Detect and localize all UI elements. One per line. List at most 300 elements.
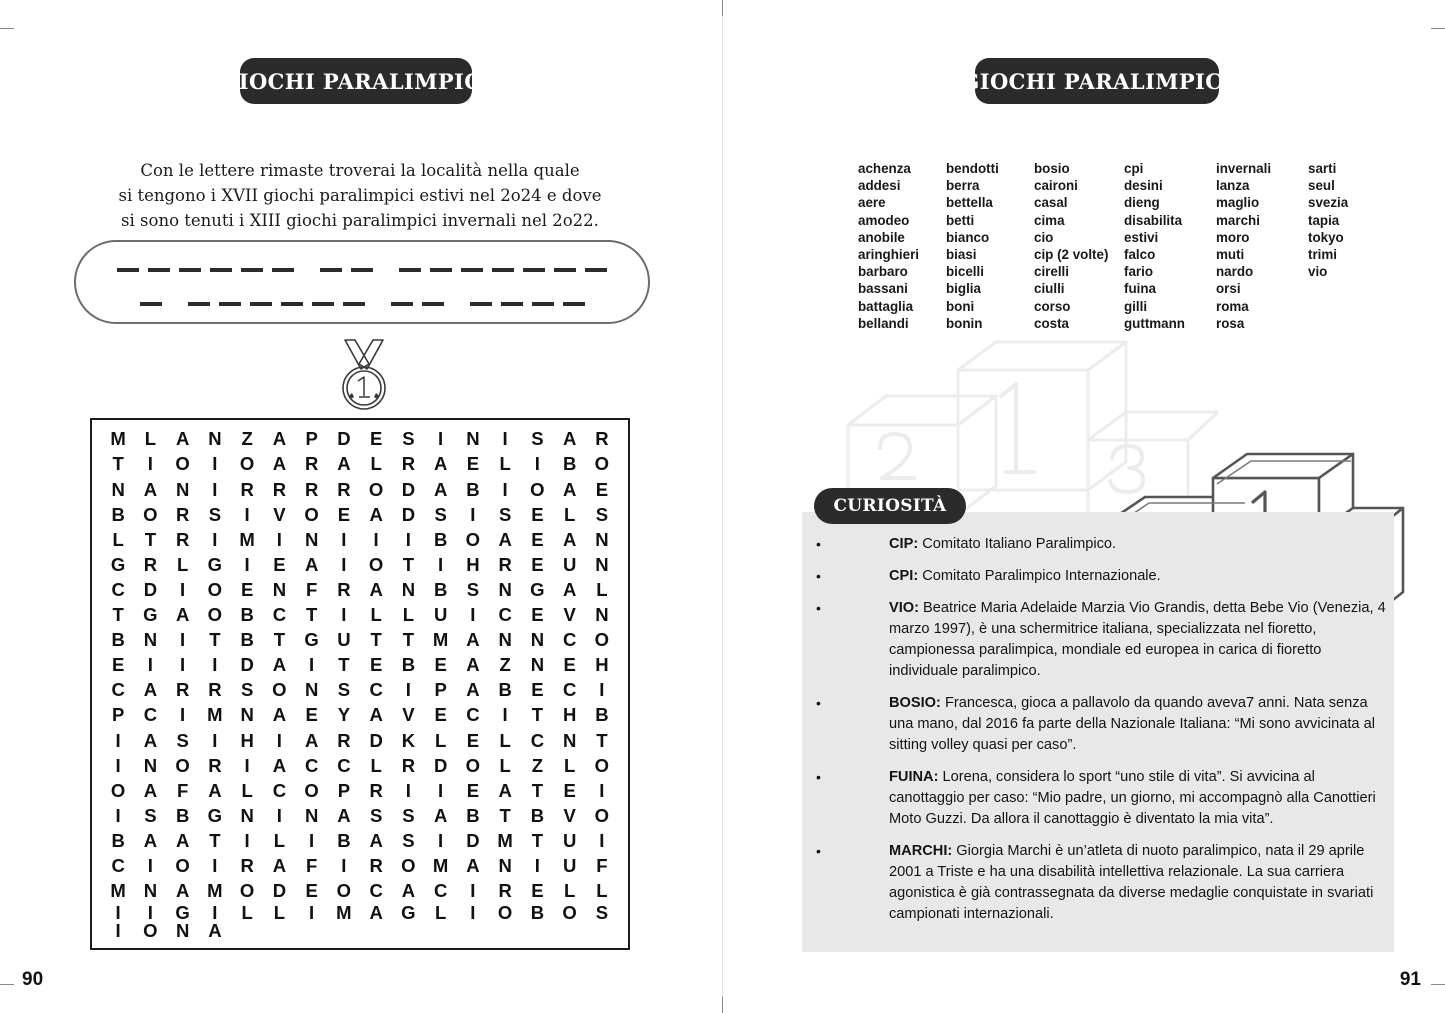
grid-cell[interactable]: S: [402, 829, 415, 851]
grid-cell[interactable]: N: [304, 528, 319, 550]
grid-cell[interactable]: R: [240, 478, 254, 500]
grid-cell[interactable]: I: [502, 478, 508, 500]
grid-cell[interactable]: I: [147, 901, 153, 923]
grid-cell[interactable]: I: [180, 629, 186, 651]
grid-cell[interactable]: I: [115, 920, 121, 942]
grid-cell[interactable]: S: [240, 679, 254, 701]
grid-cell[interactable]: I: [438, 779, 444, 801]
grid-cell[interactable]: L: [112, 528, 124, 550]
grid-cell[interactable]: L: [370, 453, 382, 475]
grid-cell[interactable]: O: [594, 629, 610, 651]
grid-cell[interactable]: T: [209, 629, 221, 651]
grid-cell[interactable]: R: [272, 478, 287, 500]
grid-cell[interactable]: B: [466, 478, 480, 500]
grid-cell[interactable]: O: [336, 880, 352, 902]
grid-cell[interactable]: L: [241, 901, 253, 923]
word-list-item[interactable]: bassani: [858, 281, 908, 297]
word-list-item[interactable]: estivi: [1124, 229, 1159, 245]
word-list-item[interactable]: orsi: [1216, 281, 1241, 297]
grid-cell[interactable]: I: [341, 553, 347, 575]
grid-cell[interactable]: D: [401, 503, 416, 525]
grid-cell[interactable]: I: [405, 779, 411, 801]
grid-cell[interactable]: H: [240, 729, 254, 751]
grid-cell[interactable]: T: [596, 729, 608, 751]
grid-cell[interactable]: S: [595, 901, 609, 923]
grid-cell[interactable]: C: [304, 754, 319, 776]
grid-cell[interactable]: A: [175, 604, 190, 626]
word-list-item[interactable]: addesi: [858, 178, 901, 194]
grid-cell[interactable]: A: [143, 779, 158, 801]
grid-cell[interactable]: I: [180, 578, 186, 600]
grid-cell[interactable]: A: [369, 578, 383, 600]
grid-cell[interactable]: H: [562, 704, 577, 726]
grid-cell[interactable]: D: [143, 578, 158, 600]
grid-cell[interactable]: T: [531, 704, 544, 726]
grid-cell[interactable]: L: [176, 553, 189, 575]
grid-cell[interactable]: S: [434, 503, 447, 525]
grid-cell[interactable]: L: [402, 604, 415, 626]
grid-cell[interactable]: B: [111, 629, 125, 651]
grid-cell[interactable]: N: [595, 528, 609, 550]
word-list-item[interactable]: bendotti: [946, 161, 999, 176]
grid-cell[interactable]: T: [499, 804, 511, 826]
grid-cell[interactable]: O: [562, 901, 577, 923]
grid-cell[interactable]: N: [401, 578, 416, 600]
word-list-item[interactable]: bosio: [1034, 161, 1070, 176]
word-list-item[interactable]: bicelli: [946, 264, 984, 280]
grid-cell[interactable]: N: [240, 804, 254, 826]
grid-cell[interactable]: N: [208, 428, 222, 450]
grid-cell[interactable]: A: [433, 478, 448, 500]
grid-cell[interactable]: R: [337, 729, 351, 751]
grid-cell[interactable]: D: [401, 478, 416, 500]
grid-cell[interactable]: L: [563, 503, 576, 525]
grid-cell[interactable]: L: [241, 779, 253, 801]
grid-cell[interactable]: A: [272, 855, 287, 877]
grid-cell[interactable]: I: [276, 804, 282, 826]
grid-cell[interactable]: S: [402, 804, 415, 826]
grid-cell[interactable]: B: [562, 453, 577, 475]
grid-cell[interactable]: S: [337, 679, 351, 701]
grid-cell[interactable]: R: [401, 453, 416, 475]
word-list-item[interactable]: caironi: [1034, 178, 1078, 194]
grid-cell[interactable]: B: [530, 901, 545, 923]
grid-cell[interactable]: S: [531, 428, 544, 450]
grid-cell[interactable]: N: [175, 920, 190, 942]
grid-cell[interactable]: I: [212, 901, 218, 923]
grid-cell[interactable]: E: [531, 880, 544, 902]
grid-cell[interactable]: I: [212, 453, 218, 475]
grid-cell[interactable]: A: [208, 920, 222, 942]
grid-cell[interactable]: C: [498, 604, 512, 626]
grid-cell[interactable]: G: [143, 604, 158, 626]
grid-cell[interactable]: I: [438, 553, 444, 575]
word-list-item[interactable]: roma: [1216, 298, 1249, 314]
grid-cell[interactable]: C: [111, 578, 125, 600]
grid-cell[interactable]: U: [433, 604, 448, 626]
grid-cell[interactable]: A: [369, 503, 383, 525]
grid-cell[interactable]: N: [304, 804, 319, 826]
answer-input-pill[interactable]: [74, 240, 650, 324]
grid-cell[interactable]: O: [143, 503, 158, 525]
grid-cell[interactable]: R: [175, 528, 190, 550]
grid-cell[interactable]: N: [595, 553, 609, 575]
word-list-item[interactable]: gilli: [1124, 298, 1148, 314]
grid-cell[interactable]: C: [562, 629, 577, 651]
grid-cell[interactable]: T: [531, 829, 544, 851]
grid-cell[interactable]: R: [369, 855, 383, 877]
word-list-item[interactable]: amodeo: [858, 212, 910, 228]
grid-cell[interactable]: I: [534, 453, 540, 475]
word-list-item[interactable]: aringhieri: [858, 247, 920, 263]
grid-cell[interactable]: S: [498, 503, 512, 525]
grid-cell[interactable]: M: [110, 428, 126, 450]
grid-cell[interactable]: G: [110, 553, 126, 575]
grid-cell[interactable]: E: [563, 654, 576, 676]
grid-cell[interactable]: O: [175, 453, 190, 475]
grid-cell[interactable]: D: [240, 654, 254, 676]
grid-cell[interactable]: S: [176, 729, 189, 751]
word-list-item[interactable]: seul: [1308, 178, 1335, 194]
grid-cell[interactable]: I: [115, 901, 121, 923]
grid-cell[interactable]: D: [337, 428, 351, 450]
word-list-item[interactable]: anobile: [858, 229, 905, 245]
grid-cell[interactable]: I: [147, 654, 153, 676]
grid-cell[interactable]: N: [111, 478, 125, 500]
grid-cell[interactable]: O: [175, 855, 190, 877]
grid-cell[interactable]: I: [341, 604, 347, 626]
grid-cell[interactable]: F: [596, 855, 608, 877]
grid-cell[interactable]: L: [273, 829, 286, 851]
word-list-item[interactable]: bettella: [946, 195, 993, 211]
grid-cell[interactable]: C: [272, 779, 287, 801]
word-list-item[interactable]: dieng: [1124, 195, 1160, 211]
grid-cell[interactable]: A: [369, 704, 383, 726]
word-list-item[interactable]: nardo: [1216, 264, 1254, 280]
grid-cell[interactable]: M: [336, 901, 352, 923]
grid-cell[interactable]: A: [401, 880, 416, 902]
grid-cell[interactable]: B: [240, 629, 254, 651]
grid-cell[interactable]: F: [176, 779, 189, 801]
grid-cell[interactable]: N: [498, 578, 512, 600]
grid-cell[interactable]: T: [370, 629, 382, 651]
grid-cell[interactable]: E: [434, 704, 447, 726]
grid-cell[interactable]: N: [498, 629, 512, 651]
word-list-item[interactable]: ciulli: [1034, 281, 1065, 297]
grid-cell[interactable]: G: [175, 901, 190, 923]
grid-cell[interactable]: I: [180, 654, 186, 676]
grid-cell[interactable]: O: [594, 754, 610, 776]
word-list-item[interactable]: guttmann: [1124, 315, 1185, 331]
word-list-item[interactable]: sarti: [1308, 161, 1337, 176]
grid-cell[interactable]: N: [595, 604, 609, 626]
grid-cell[interactable]: E: [434, 654, 447, 676]
grid-cell[interactable]: I: [470, 880, 476, 902]
grid-cell[interactable]: A: [498, 779, 512, 801]
word-list-item[interactable]: falco: [1124, 247, 1156, 263]
grid-cell[interactable]: I: [502, 704, 508, 726]
grid-cell[interactable]: L: [370, 754, 382, 776]
grid-cell[interactable]: N: [175, 478, 190, 500]
word-list-item[interactable]: tapia: [1308, 212, 1340, 228]
grid-cell[interactable]: G: [530, 578, 545, 600]
grid-cell[interactable]: M: [110, 880, 126, 902]
grid-cell[interactable]: A: [466, 654, 480, 676]
grid-cell[interactable]: M: [432, 629, 449, 651]
word-list-item[interactable]: desini: [1124, 178, 1163, 194]
grid-cell[interactable]: C: [433, 880, 448, 902]
word-list-item[interactable]: disabilita: [1124, 212, 1183, 228]
grid-cell[interactable]: I: [244, 754, 250, 776]
grid-cell[interactable]: A: [143, 729, 158, 751]
word-search-grid[interactable]: [90, 418, 630, 950]
grid-cell[interactable]: A: [562, 528, 577, 550]
grid-cell[interactable]: I: [115, 729, 121, 751]
grid-cell[interactable]: V: [402, 704, 415, 726]
grid-cell[interactable]: O: [401, 855, 416, 877]
grid-cell[interactable]: P: [305, 428, 318, 450]
grid-cell[interactable]: I: [115, 804, 121, 826]
grid-cell[interactable]: N: [143, 754, 158, 776]
grid-cell[interactable]: O: [239, 880, 255, 902]
grid-cell[interactable]: T: [402, 553, 415, 575]
grid-cell[interactable]: O: [530, 478, 545, 500]
grid-cell[interactable]: R: [175, 503, 190, 525]
grid-cell[interactable]: O: [207, 578, 223, 600]
word-list-item[interactable]: fuina: [1124, 281, 1156, 297]
grid-cell[interactable]: T: [402, 629, 415, 651]
grid-cell[interactable]: B: [530, 804, 545, 826]
word-list-item[interactable]: tokyo: [1308, 229, 1344, 245]
grid-cell[interactable]: B: [111, 503, 125, 525]
grid-cell[interactable]: G: [401, 901, 416, 923]
grid-cell[interactable]: B: [466, 804, 480, 826]
grid-cell[interactable]: I: [180, 704, 186, 726]
word-list-item[interactable]: muti: [1216, 247, 1245, 263]
grid-cell[interactable]: I: [599, 679, 605, 701]
grid-cell[interactable]: E: [531, 679, 544, 701]
grid-cell[interactable]: L: [563, 880, 576, 902]
grid-cell[interactable]: I: [276, 729, 282, 751]
grid-cell[interactable]: B: [433, 578, 448, 600]
grid-cell[interactable]: H: [595, 654, 609, 676]
grid-cell[interactable]: I: [244, 829, 250, 851]
grid-cell[interactable]: N: [240, 704, 254, 726]
word-list-item[interactable]: costa: [1034, 315, 1069, 331]
grid-cell[interactable]: D: [272, 880, 287, 902]
grid-cell[interactable]: T: [305, 604, 318, 626]
word-list-item[interactable]: cima: [1034, 212, 1065, 228]
grid-cell[interactable]: O: [175, 754, 190, 776]
grid-cell[interactable]: E: [531, 553, 544, 575]
grid-cell[interactable]: I: [438, 428, 444, 450]
grid-cell[interactable]: N: [498, 855, 512, 877]
grid-cell[interactable]: U: [562, 855, 577, 877]
grid-cell[interactable]: E: [305, 880, 318, 902]
grid-cell[interactable]: I: [212, 528, 218, 550]
grid-cell[interactable]: I: [405, 679, 411, 701]
grid-cell[interactable]: D: [433, 754, 448, 776]
grid-cell[interactable]: R: [595, 428, 609, 450]
word-list-item[interactable]: maglio: [1216, 195, 1260, 211]
grid-cell[interactable]: O: [594, 804, 610, 826]
grid-cell[interactable]: I: [309, 829, 315, 851]
grid-cell[interactable]: C: [111, 679, 125, 701]
grid-cell[interactable]: M: [432, 855, 449, 877]
grid-cell[interactable]: B: [401, 654, 416, 676]
grid-cell[interactable]: I: [212, 654, 218, 676]
grid-cell[interactable]: I: [147, 855, 153, 877]
grid-cell[interactable]: N: [143, 880, 158, 902]
grid-cell[interactable]: L: [434, 729, 447, 751]
grid-cell[interactable]: C: [530, 729, 545, 751]
grid-cell[interactable]: C: [272, 604, 287, 626]
grid-cell[interactable]: R: [143, 553, 158, 575]
grid-cell[interactable]: C: [562, 679, 577, 701]
grid-cell[interactable]: R: [240, 855, 254, 877]
grid-cell[interactable]: A: [175, 829, 190, 851]
grid-cell[interactable]: N: [272, 578, 287, 600]
grid-cell[interactable]: R: [369, 779, 383, 801]
grid-cell[interactable]: E: [563, 779, 576, 801]
grid-cell[interactable]: A: [369, 829, 383, 851]
grid-cell[interactable]: R: [304, 478, 319, 500]
grid-cell[interactable]: I: [341, 528, 347, 550]
grid-cell[interactable]: B: [595, 704, 609, 726]
word-list-item[interactable]: bonin: [946, 315, 983, 331]
grid-cell[interactable]: M: [497, 829, 513, 851]
grid-cell[interactable]: E: [466, 779, 480, 801]
grid-cell[interactable]: N: [530, 629, 545, 651]
grid-cell[interactable]: A: [143, 679, 158, 701]
grid-cell[interactable]: E: [531, 604, 544, 626]
word-list-item[interactable]: biasi: [946, 247, 977, 263]
grid-cell[interactable]: D: [369, 729, 383, 751]
grid-cell[interactable]: I: [276, 528, 282, 550]
grid-cell[interactable]: E: [369, 428, 383, 450]
grid-cell[interactable]: V: [563, 804, 576, 826]
grid-cell[interactable]: M: [207, 704, 223, 726]
grid-cell[interactable]: P: [111, 704, 125, 726]
word-list-item[interactable]: cip (2 volte): [1034, 247, 1109, 263]
grid-cell[interactable]: I: [244, 503, 250, 525]
word-list-item[interactable]: marchi: [1216, 212, 1260, 228]
grid-cell[interactable]: E: [305, 704, 318, 726]
grid-cell[interactable]: E: [595, 478, 609, 500]
grid-cell[interactable]: V: [563, 604, 576, 626]
grid-cell[interactable]: E: [273, 553, 286, 575]
grid-cell[interactable]: A: [562, 478, 577, 500]
grid-cell[interactable]: B: [498, 679, 512, 701]
grid-cell[interactable]: R: [337, 478, 351, 500]
grid-cell[interactable]: I: [599, 779, 605, 801]
grid-cell[interactable]: A: [272, 428, 287, 450]
grid-cell[interactable]: T: [531, 779, 544, 801]
word-list-item[interactable]: bianco: [946, 229, 990, 245]
word-list-item[interactable]: aere: [858, 195, 886, 211]
grid-cell[interactable]: N: [143, 629, 158, 651]
word-list-item[interactable]: moro: [1216, 229, 1250, 245]
grid-cell[interactable]: C: [143, 704, 158, 726]
grid-cell[interactable]: Y: [337, 704, 351, 726]
grid-cell[interactable]: R: [401, 754, 416, 776]
grid-cell[interactable]: I: [438, 829, 444, 851]
word-list-item[interactable]: achenza: [858, 161, 911, 176]
grid-cell[interactable]: S: [402, 428, 415, 450]
grid-cell[interactable]: A: [433, 453, 448, 475]
grid-cell[interactable]: P: [434, 679, 447, 701]
grid-cell[interactable]: S: [208, 503, 222, 525]
grid-cell[interactable]: I: [244, 553, 250, 575]
grid-cell[interactable]: C: [369, 679, 383, 701]
word-list-item[interactable]: svezia: [1308, 195, 1349, 211]
grid-cell[interactable]: C: [466, 704, 480, 726]
grid-cell[interactable]: I: [212, 729, 218, 751]
grid-cell[interactable]: R: [175, 679, 190, 701]
grid-cell[interactable]: A: [304, 729, 319, 751]
grid-cell[interactable]: O: [110, 779, 126, 801]
grid-cell[interactable]: A: [466, 679, 480, 701]
grid-cell[interactable]: U: [562, 553, 577, 575]
word-list-item[interactable]: boni: [946, 298, 975, 314]
grid-cell[interactable]: I: [309, 901, 315, 923]
grid-cell[interactable]: E: [531, 528, 544, 550]
grid-cell[interactable]: B: [337, 829, 351, 851]
word-list-item[interactable]: vio: [1308, 264, 1328, 280]
grid-cell[interactable]: I: [373, 528, 379, 550]
grid-cell[interactable]: P: [337, 779, 351, 801]
grid-cell[interactable]: I: [502, 428, 508, 450]
grid-cell[interactable]: S: [466, 578, 480, 600]
grid-cell[interactable]: E: [369, 654, 383, 676]
grid-cell[interactable]: E: [337, 503, 351, 525]
grid-cell[interactable]: L: [499, 729, 511, 751]
grid-cell[interactable]: B: [433, 528, 448, 550]
grid-cell[interactable]: A: [143, 478, 158, 500]
grid-cell[interactable]: E: [111, 654, 125, 676]
grid-cell[interactable]: T: [338, 654, 350, 676]
grid-cell[interactable]: T: [112, 604, 124, 626]
grid-cell[interactable]: A: [562, 428, 577, 450]
grid-cell[interactable]: A: [337, 804, 351, 826]
grid-cell[interactable]: L: [596, 880, 608, 902]
grid-cell[interactable]: O: [465, 528, 481, 550]
grid-cell[interactable]: I: [534, 855, 540, 877]
grid-cell[interactable]: A: [272, 754, 287, 776]
grid-cell[interactable]: B: [111, 829, 125, 851]
grid-cell[interactable]: T: [144, 528, 157, 550]
grid-cell[interactable]: L: [144, 428, 157, 450]
grid-cell[interactable]: A: [175, 880, 190, 902]
grid-cell[interactable]: O: [239, 453, 255, 475]
grid-cell[interactable]: K: [401, 729, 416, 751]
grid-cell[interactable]: N: [530, 654, 545, 676]
grid-cell[interactable]: I: [599, 829, 605, 851]
grid-cell[interactable]: C: [111, 855, 125, 877]
grid-cell[interactable]: I: [212, 478, 218, 500]
grid-cell[interactable]: L: [563, 754, 576, 776]
grid-cell[interactable]: O: [368, 478, 384, 500]
grid-cell[interactable]: N: [562, 729, 577, 751]
grid-cell[interactable]: G: [207, 804, 223, 826]
grid-cell[interactable]: G: [207, 553, 223, 575]
grid-cell[interactable]: F: [305, 855, 318, 877]
grid-cell[interactable]: R: [208, 754, 222, 776]
grid-cell[interactable]: A: [272, 453, 287, 475]
grid-cell[interactable]: L: [596, 578, 608, 600]
grid-cell[interactable]: O: [368, 553, 384, 575]
word-list-item[interactable]: rosa: [1216, 315, 1245, 331]
